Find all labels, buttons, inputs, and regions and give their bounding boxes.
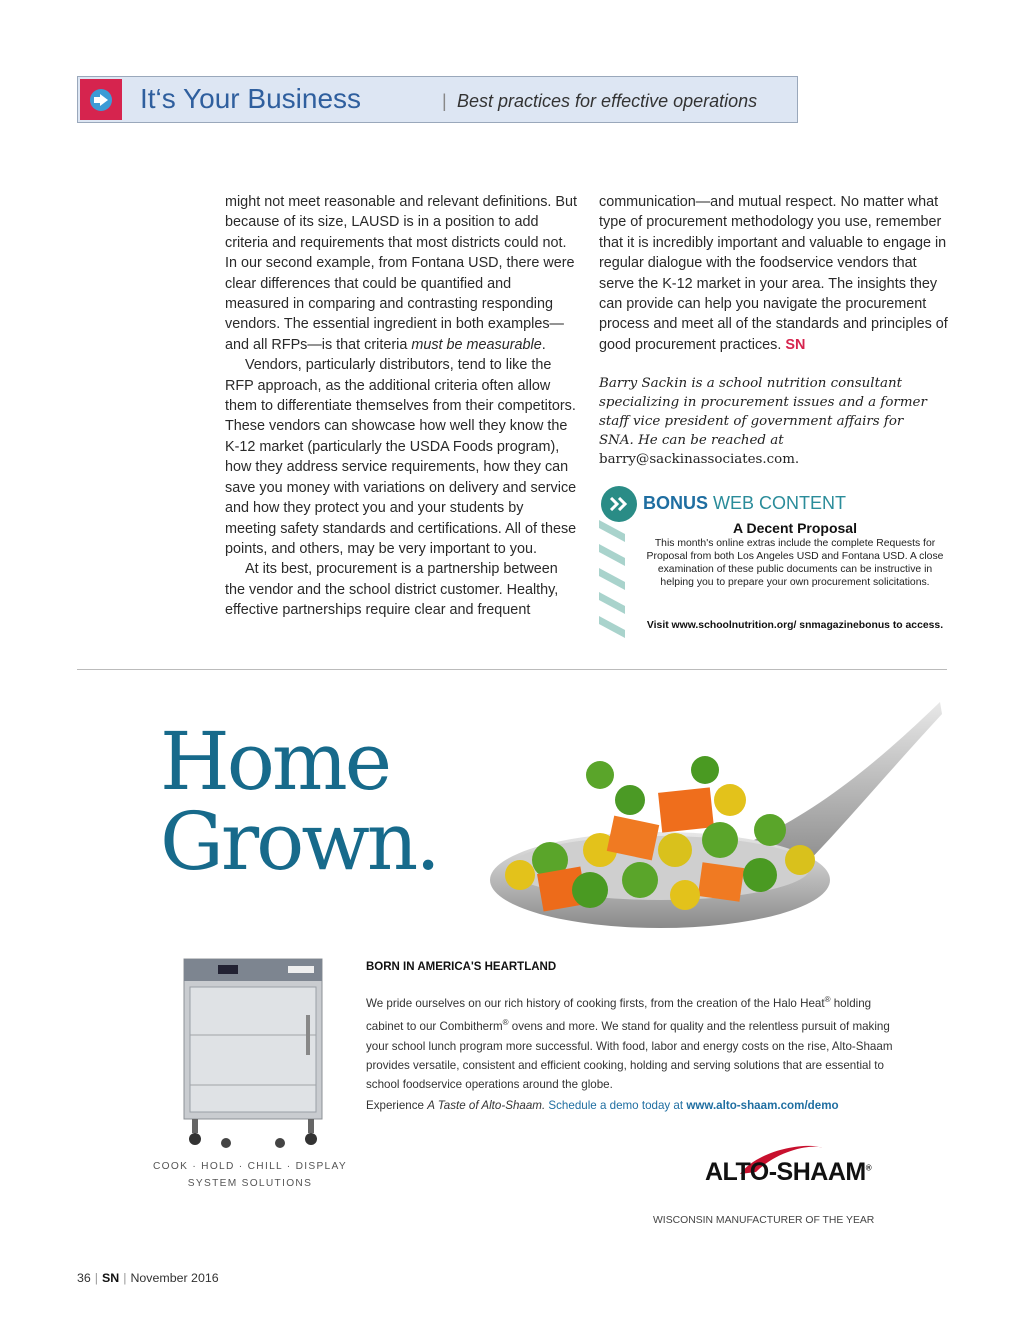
section-subtitle: Best practices for effective operations [457, 91, 758, 111]
author-bio: Barry Sackin is a school nutrition consultant specializing in procurement issues and a former staff vice president of government affairs for SNA. He can be reached at barry@sackinassociates.com. [599, 376, 927, 467]
product-solutions: COOK · HOLD · CHILL · DISPLAY SYSTEM SOLUTIONS [153, 1161, 347, 1189]
ad-body: We pride ourselves on our rich history of cooking firsts, from the creation of the Halo Heat® holding cabinet to our Combitherm® ovens and more. We stand for quality and the relentless pursuit of making your school lunch program more successful. With food, labor and energy costs on the rise, Alto-Shaam provides versatile, consistent and efficient cooking, holding and serving solutions that are essential to school foodservice operations around the globe. [366, 995, 893, 1092]
demo-link[interactable]: www.alto-shaam.com/demo [686, 1099, 839, 1112]
ad-headline: Home Grown. [160, 715, 438, 888]
page-number: 36 [77, 1271, 91, 1285]
author-email[interactable]: barry@sackinassociates.com. [599, 452, 800, 467]
holding-cabinet-image [178, 955, 328, 1150]
magazine-name: SN [102, 1271, 120, 1285]
ad-heading: BORN IN AMERICA'S HEARTLAND [366, 961, 557, 973]
bonus-heading: BONUS WEB CONTENT [643, 493, 847, 513]
bonus-text: This month's online extras include the complete Requests for Proposal from both Los Angeles USD and Fontana USD. A close examination of these public documents can be instructive in helping you to prepare your own procurement solicitations. [646, 538, 944, 588]
bonus-stripes [599, 520, 629, 642]
article-paragraph: At its best, procurement is a partnership between the vendor and the school district customer. Healthy, effective partnerships require clear and frequent [225, 561, 559, 619]
article-paragraph: Vendors, particularly distributors, tend to like the RFP approach, as the additional criteria often allow them to differentiate themselves from their competitors. These vendors can showcase how well they know the K-12 market (particularly the USDA Foods program), how they address service requirements, how they can save you money with variations on delivery and service and how they protect you and your students by meeting safety standards and certifications. All of these points, and others, may be very important to you. [225, 357, 577, 557]
article-paragraph: communication—and mutual respect. No matter what type of procurement methodology you use, remember that it is incredibly important and valuable to engage in regular dialogue with the foodservice vendors that serve the K-12 market in your area. The insights they can provide can help you navigate the procurement process and meet all of the standards and principles of good procurement practices. SN [599, 194, 948, 353]
article-column-right [599, 192, 951, 355]
sn-end-mark: SN [785, 336, 806, 353]
bonus-visit-link[interactable]: Visit www.schoolnutrition.org/ snmagazinebonus to access. [646, 620, 944, 631]
section-title: It‘s Your Business [140, 83, 362, 114]
business-icon [80, 79, 122, 120]
alto-shaam-logo: ALTO-SHAAM® [705, 1158, 872, 1186]
section-banner [77, 76, 798, 123]
bonus-title: A Decent Proposal [733, 520, 857, 536]
title-separator: | [442, 91, 447, 111]
article-paragraph: might not meet reasonable and relevant definitions. But because of its size, LAUSD is in a position to add criteria and requirements that most districts could not. In our second example, from Fontana USD, there were clear differences that could be quantified and measured in comparing and contrasting responding vendors. The essential ingredient in both examples—and all RFPs—is that criteria must be measurable. [225, 194, 577, 353]
double-chevron-right-icon [601, 486, 637, 522]
logo-tagline: WISCONSIN MANUFACTURER OF THE YEAR [653, 1215, 875, 1226]
article-column-left [225, 192, 577, 621]
ad-call-to-action: Experience A Taste of Alto-Shaam. Schedule a demo today at www.alto-shaam.com/demo [366, 1099, 839, 1112]
issue-date: November 2016 [130, 1271, 219, 1285]
vegetable-spoon-image [480, 700, 942, 932]
page-footer: 36 | SN | November 2016 [77, 1271, 219, 1285]
section-divider [77, 669, 947, 670]
